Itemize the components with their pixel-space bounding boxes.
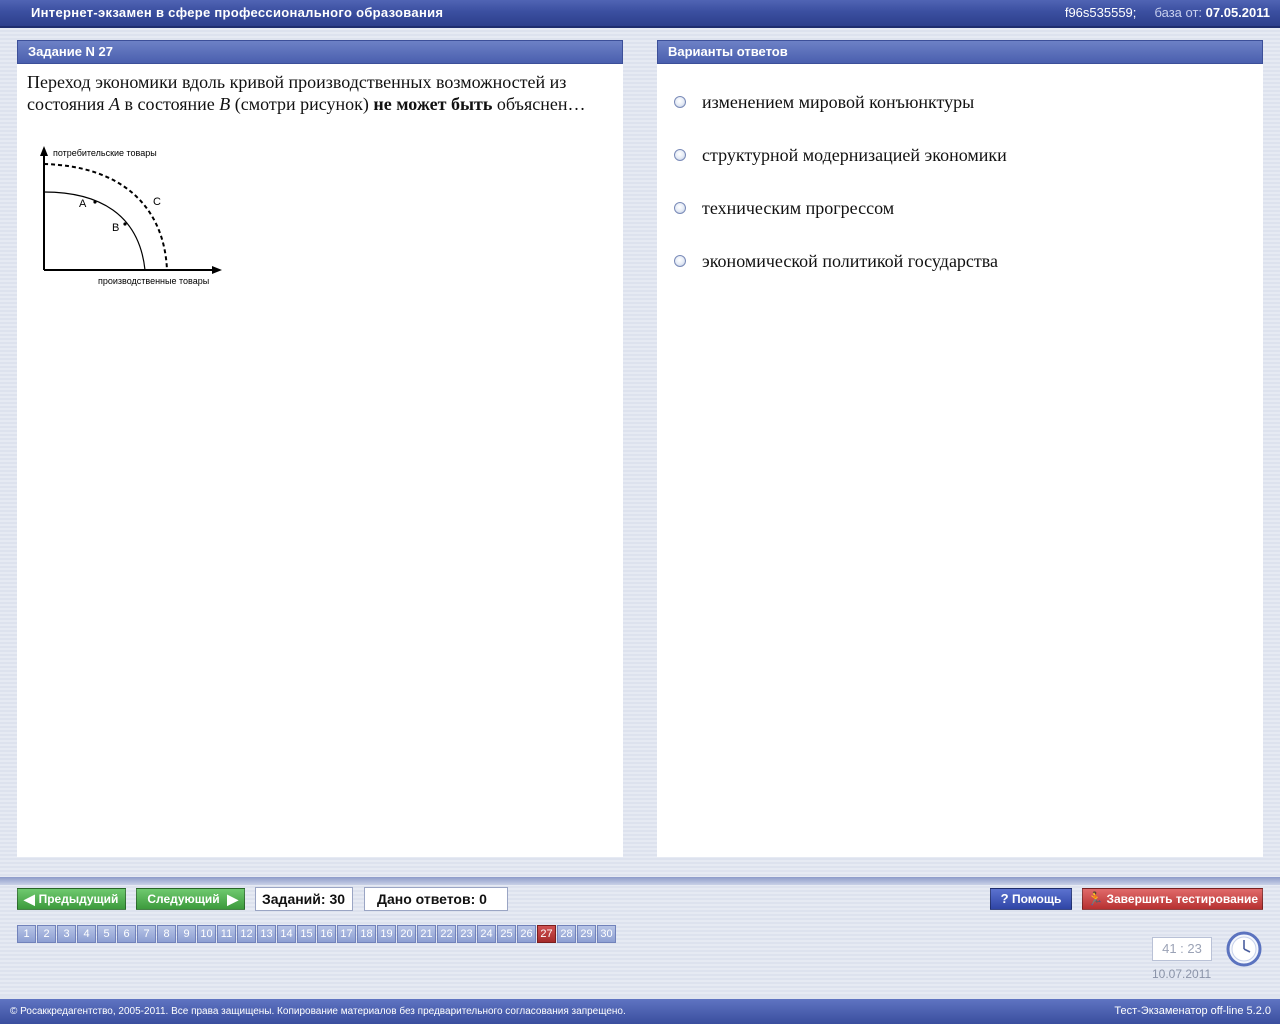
page-button-15[interactable]: 15: [297, 925, 316, 943]
page-button-6[interactable]: 6: [117, 925, 136, 943]
page-button-25[interactable]: 25: [497, 925, 516, 943]
page-button-24[interactable]: 24: [477, 925, 496, 943]
question-bold: не может быть: [373, 94, 493, 114]
answer-label: экономической политикой государства: [702, 251, 999, 271]
page-button-26[interactable]: 26: [517, 925, 536, 943]
task-panel: [17, 40, 623, 857]
label-c: C: [153, 196, 161, 208]
copyright-text: © Росаккредагентство, 2005-2011. Все права защищены. Копирование материалов без предварительного согласования запрещено.: [10, 1006, 626, 1017]
radio-button[interactable]: [674, 255, 686, 267]
page-button-20[interactable]: 20: [397, 925, 416, 943]
answers-panel: [657, 40, 1263, 857]
page-button-14[interactable]: 14: [277, 925, 296, 943]
page-button-8[interactable]: 8: [157, 925, 176, 943]
point-a: [93, 200, 96, 203]
answers-heading: Варианты ответов: [657, 40, 1263, 64]
app-title: Интернет-экзамен в сфере профессионального образования: [31, 5, 444, 20]
running-man-icon: 🏃: [1086, 891, 1104, 906]
task-heading: Задание N 27: [17, 40, 623, 64]
header-info: [1065, 5, 1270, 20]
state-a: A: [109, 94, 121, 114]
help-label: Помощь: [1011, 892, 1062, 906]
question-mark-icon: ?: [1000, 891, 1009, 906]
page-button-29[interactable]: 29: [577, 925, 596, 943]
clock-icon: [1225, 930, 1263, 968]
page-button-12[interactable]: 12: [237, 925, 256, 943]
session-id: f96s535559;: [1064, 5, 1137, 20]
finish-label: Завершить тестирование: [1106, 892, 1259, 906]
question-part3: (смотри рисунок): [230, 94, 374, 114]
ppf-figure: [39, 144, 249, 294]
answers-count: Дано ответов: 0: [364, 887, 508, 911]
arrow-right-icon: ▶: [227, 891, 238, 907]
page-button-28[interactable]: 28: [557, 925, 576, 943]
radio-button[interactable]: [674, 202, 686, 214]
radio-button[interactable]: [674, 149, 686, 161]
question-part4: объяснен…: [492, 94, 586, 114]
tasks-count: Заданий: 30: [255, 887, 353, 911]
page-button-21[interactable]: 21: [417, 925, 436, 943]
x-axis-label: производственные товары: [98, 276, 210, 286]
page-button-2[interactable]: 2: [37, 925, 56, 943]
footer: [0, 999, 1280, 1024]
base-label: база от:: [1154, 5, 1203, 20]
page-button-30[interactable]: 30: [597, 925, 616, 943]
x-axis-arrow: [212, 266, 222, 274]
y-axis-arrow: [40, 146, 48, 156]
ppf-curve-inner: [44, 192, 145, 270]
page-button-16[interactable]: 16: [317, 925, 336, 943]
state-b: B: [219, 94, 231, 114]
next-label: Следующий: [147, 892, 220, 906]
page-button-23[interactable]: 23: [457, 925, 476, 943]
radio-button[interactable]: [674, 96, 686, 108]
page-button-27[interactable]: 27: [537, 925, 556, 943]
answer-label: структурной модернизацией экономики: [702, 145, 1007, 165]
question-text: [27, 71, 617, 115]
page-button-4[interactable]: 4: [77, 925, 96, 943]
current-date: 10.07.2011: [1152, 967, 1212, 981]
question-part2: в состояние: [120, 94, 220, 114]
base-date: 07.05.2011: [1205, 5, 1270, 20]
page-button-13[interactable]: 13: [257, 925, 276, 943]
label-a: A: [79, 198, 87, 210]
toolbar-separator: [0, 877, 1280, 885]
answer-label: техническим прогрессом: [702, 198, 895, 218]
answer-label: изменением мировой конъюнктуры: [702, 92, 975, 112]
previous-label: Предыдущий: [38, 892, 119, 906]
page-button-5[interactable]: 5: [97, 925, 116, 943]
point-b: [123, 222, 126, 225]
page-button-1[interactable]: 1: [17, 925, 36, 943]
label-b: B: [112, 222, 120, 234]
version-text: Тест-Экзаменатор off-line 5.2.0: [1114, 1005, 1271, 1017]
timer-display: 41 : 23: [1152, 937, 1212, 961]
y-axis-label: потребительские товары: [53, 148, 157, 158]
page-button-3[interactable]: 3: [57, 925, 76, 943]
next-button[interactable]: [136, 888, 245, 910]
previous-button[interactable]: [17, 888, 126, 910]
page-button-11[interactable]: 11: [217, 925, 236, 943]
page-button-22[interactable]: 22: [437, 925, 456, 943]
page-button-17[interactable]: 17: [337, 925, 356, 943]
page-button-18[interactable]: 18: [357, 925, 376, 943]
arrow-left-icon: ◀: [24, 891, 35, 907]
finish-test-button[interactable]: [1082, 888, 1263, 910]
ppf-curve-outer: [44, 164, 167, 270]
title-bar: [0, 0, 1280, 28]
page-button-7[interactable]: 7: [137, 925, 156, 943]
page-button-19[interactable]: 19: [377, 925, 396, 943]
help-button[interactable]: [990, 888, 1072, 910]
question-part1: Переход экономики вдоль кривой производственных возможностей из состояния: [27, 72, 567, 114]
page-button-9[interactable]: 9: [177, 925, 196, 943]
page-button-10[interactable]: 10: [197, 925, 216, 943]
